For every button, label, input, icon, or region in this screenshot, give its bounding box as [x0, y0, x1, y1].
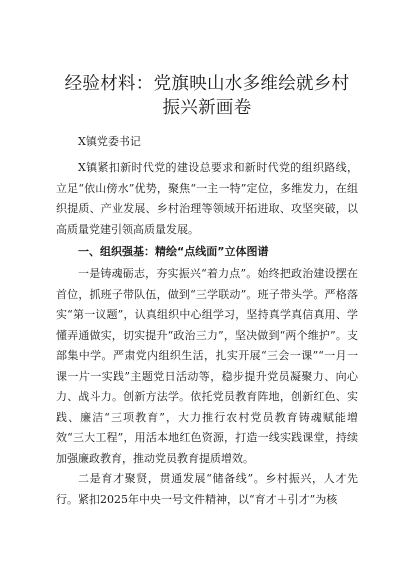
- document-page: [56, 72, 358, 510]
- author-line: X镇党委书记: [78, 135, 141, 148]
- intro-paragraph: X镇紧扣新时代党的建设总要求和新时代党的组织路线，立足“依山傍水”优势，聚焦“一主一特”定位，多维发力，在组织提质、产业发展、乡村治理等领域开拓进取、攻坚突破，以高质量党建引领高质量发展。: [56, 161, 358, 236]
- document-title: 经验材料：党旗映山水多维绘就乡村振兴新画卷: [64, 74, 350, 118]
- section-1-paragraph-2: 二是育才聚贤，贯通发展“储备线”。乡村振兴，人才先行。紧扣2025年中央一号文件精神，以“育才＋引才”为核: [56, 472, 358, 506]
- section-1-heading: 一、组织强基：精绘“点线面”立体图谱: [78, 245, 269, 258]
- section-1-paragraph-1: 一是铸魂砺志，夯实振兴“着力点”。始终把政治建设摆在首位，抓班子带队伍，做到“三学联动”。班子带头学。严格落实“第一议题”，认真组织中心组学习，坚持真学真信真用、学懂弄通做实，切实提升“政治三力”，坚决做到“两个维护”。支部集中学。严肃党内组织生活，扎实开展“三会一课”“一月一课一片一实践”主题党日活动等，稳步提升党员凝聚力、向心力、战斗力。创新方法学。依托党员教育阵地，创新红色、实践、廉洁“三项教育”，大力推行农村党员教育铸魂赋能增效“三大工程”，用活本地红色资源，打造一线实践课堂，持续加强廉政教育，推动党员教育提质增效。: [56, 267, 358, 465]
